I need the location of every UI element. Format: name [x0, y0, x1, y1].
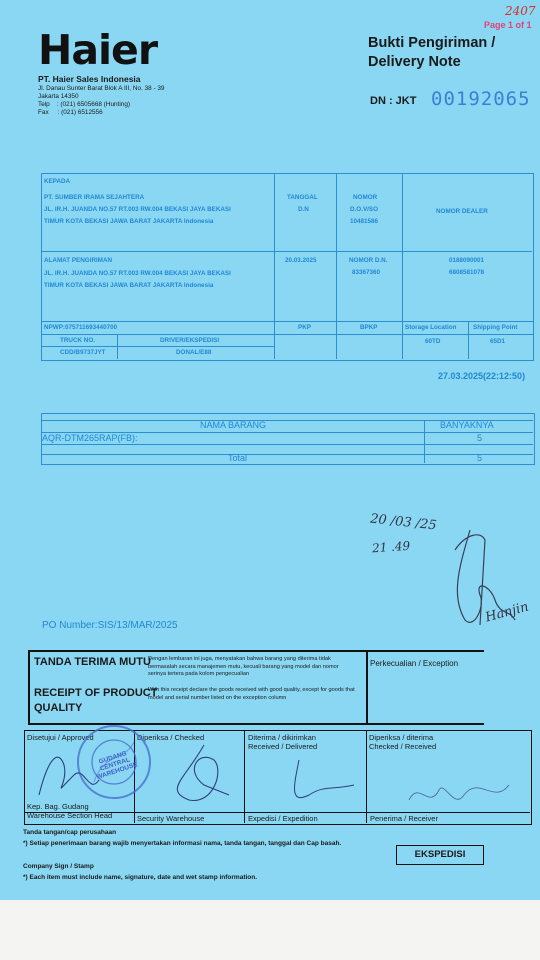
nomor-dn-label: NOMOR D.N.	[349, 257, 388, 264]
sig-2-top: Diperiksa / Checked	[137, 733, 205, 742]
nomor-dn: 83367360	[352, 269, 381, 276]
pkp-label: PKP	[298, 324, 311, 331]
tanggal-label: TANGGAL	[287, 194, 318, 201]
footer-line-4: *) Each item must include name, signature, date and wet stamp information.	[23, 874, 258, 881]
recipient-address-2: TIMUR KOTA BEKASI JAWA BARAT JAKARTA Indonesia	[44, 218, 214, 225]
sig-1-bottom: Kep. Bag. Gudang Warehouse Section Head	[27, 802, 113, 820]
divider	[468, 321, 469, 359]
print-datetime: 27.03.2025(22:12:50)	[438, 371, 526, 381]
handwritten-number: 2407	[505, 4, 536, 18]
nomor-sub-2: 10481586	[350, 218, 379, 225]
divider	[41, 346, 274, 347]
divider	[424, 420, 425, 463]
total-label: Total	[228, 453, 248, 463]
ship-label: ALAMAT PENGIRIMAN	[44, 257, 113, 264]
divider	[41, 334, 274, 335]
divider	[244, 730, 245, 823]
title-line-1: Bukti Pengiriman /	[368, 35, 496, 51]
divider	[41, 444, 533, 445]
nomor-label: NOMOR	[353, 194, 378, 201]
recipient-name: PT. SUMBER IRAMA SEJAHTERA	[44, 194, 145, 201]
shipping-point-label: Shipping Point	[473, 324, 518, 331]
handwritten-signature: Hanjin	[483, 599, 531, 626]
divider	[41, 251, 532, 252]
shipping-point: 65D1	[490, 338, 506, 345]
stamp-text: GUDANG CENTRAL WAREHOUSE	[95, 750, 139, 782]
sig-2-bottom: Security Warehouse	[137, 814, 205, 823]
item-qty: 5	[477, 433, 483, 443]
approved-signature-drawing	[29, 745, 129, 805]
divider	[117, 334, 118, 359]
footer-line-3: Company Sign / Stamp	[23, 863, 94, 870]
page-number: Page 1 of 1	[484, 20, 532, 30]
dn-date: 20.03.2025	[285, 257, 317, 264]
handwritten-time: 21 .49	[371, 538, 411, 556]
sig-4-bottom: Penerima / Receiver	[370, 814, 438, 823]
receipt-heading-en: RECEIPT OF PRODUCT	[34, 687, 158, 699]
divider	[28, 650, 30, 725]
truck-label: TRUCK NO.	[60, 337, 95, 344]
divider	[41, 454, 533, 455]
sig-3-bottom: Expedisi / Expedition	[248, 814, 318, 823]
company-name: PT. Haier Sales Indonesia	[38, 74, 141, 84]
sig-3-top: Diterima / dikirimkan Received / Delivered	[248, 733, 318, 751]
receipt-text-id: Dengan lembaran ini juga, menyatakan bahwa barang yang diterima tidak bermasalah secara manajemen mutu, kecuali barang yang model dan nomor serinya tertera pada kolom pengecualian	[148, 656, 339, 677]
footer-line-1: Tanda tangan/cap perusahaan	[23, 829, 117, 836]
storage-location: 60TD	[425, 338, 441, 345]
truck-number: CDD/B9737JYT	[60, 349, 106, 356]
dn-label: DN : JKT	[370, 95, 417, 107]
exception-label: Perkecualian / Exception	[370, 659, 459, 668]
sig-4-top: Diperiksa / diterima Checked / Received	[369, 733, 437, 751]
ship-address-1: JL. IR.H. JUANDA NO.57 RT.003 RW.004 BEKASI JAYA BEKASI	[44, 270, 231, 277]
nomor-sub-1: D.O.V/SO	[350, 206, 378, 213]
copy-label: EKSPEDISI	[396, 845, 484, 865]
bpkp-label: BPKP	[360, 324, 378, 331]
document-title	[368, 34, 495, 72]
divider	[402, 334, 532, 335]
dn-number: 00192065	[431, 88, 531, 110]
driver-label: DRIVER/EKSPEDISI	[160, 337, 220, 344]
dealer-label: NOMOR DEALER	[436, 208, 488, 215]
signature-section	[24, 730, 534, 825]
dealer-number-2: 6808581078	[449, 269, 485, 276]
col-nama-barang: NAMA BARANG	[200, 420, 267, 430]
divider	[28, 650, 484, 652]
divider	[366, 730, 367, 823]
haier-logo: Haier	[38, 26, 158, 74]
ship-address-2: TIMUR KOTA BEKASI JAWA BARAT JAKARTA Indonesia	[44, 282, 214, 289]
tanggal-sub: D.N	[298, 206, 309, 213]
quality-receipt-section	[28, 650, 484, 725]
npwp: NPWP:075711693440700	[44, 324, 118, 331]
title-line-2: Delivery Note	[368, 54, 461, 70]
col-banyaknya: BANYAKNYA	[440, 420, 494, 430]
receipt-heading-en-2: QUALITY	[34, 702, 83, 714]
checked-signature-drawing	[144, 740, 239, 810]
receipt-heading-id: TANDA TERIMA MUTU	[34, 656, 151, 668]
total-qty: 5	[477, 453, 483, 463]
receipt-text-en: With this receipt declare the goods received with good quality, except for goods that model and serial number listed on the exception column	[148, 687, 355, 701]
driver-name: DONAL/E88	[176, 349, 212, 356]
handwritten-date: 20 /03 /25	[369, 511, 438, 534]
kepada-label: KEPADA	[44, 178, 71, 185]
storage-location-label: Storage Location	[405, 324, 457, 331]
sig-1-top: Disetujui / Approved	[27, 733, 94, 742]
receiver-box-signature-drawing	[399, 750, 519, 815]
dealer-number-1: 0188090001	[449, 257, 485, 264]
company-address: Jl. Danau Sunter Barat Blok A III, No. 38 - 39 Jakarta 14350 Telp : (021) 6505668 (Hunting) Fax : (021) 6512556	[38, 85, 165, 116]
footer-line-2: *) Setiap penerimaan barang wajib menyertakan informasi nama, tanda tangan, tanggal dan Cap basah.	[23, 840, 342, 847]
po-number: PO Number:SIS/13/MAR/2025	[42, 620, 178, 631]
delivered-signature-drawing	[279, 755, 359, 810]
recipient-address-1: JL. IR.H. JUANDA NO.57 RT.003 RW.004 BEKASI JAYA BEKASI	[44, 206, 231, 213]
divider	[366, 650, 368, 725]
item-name: AQR-DTM265RAP(FB):	[42, 433, 138, 443]
